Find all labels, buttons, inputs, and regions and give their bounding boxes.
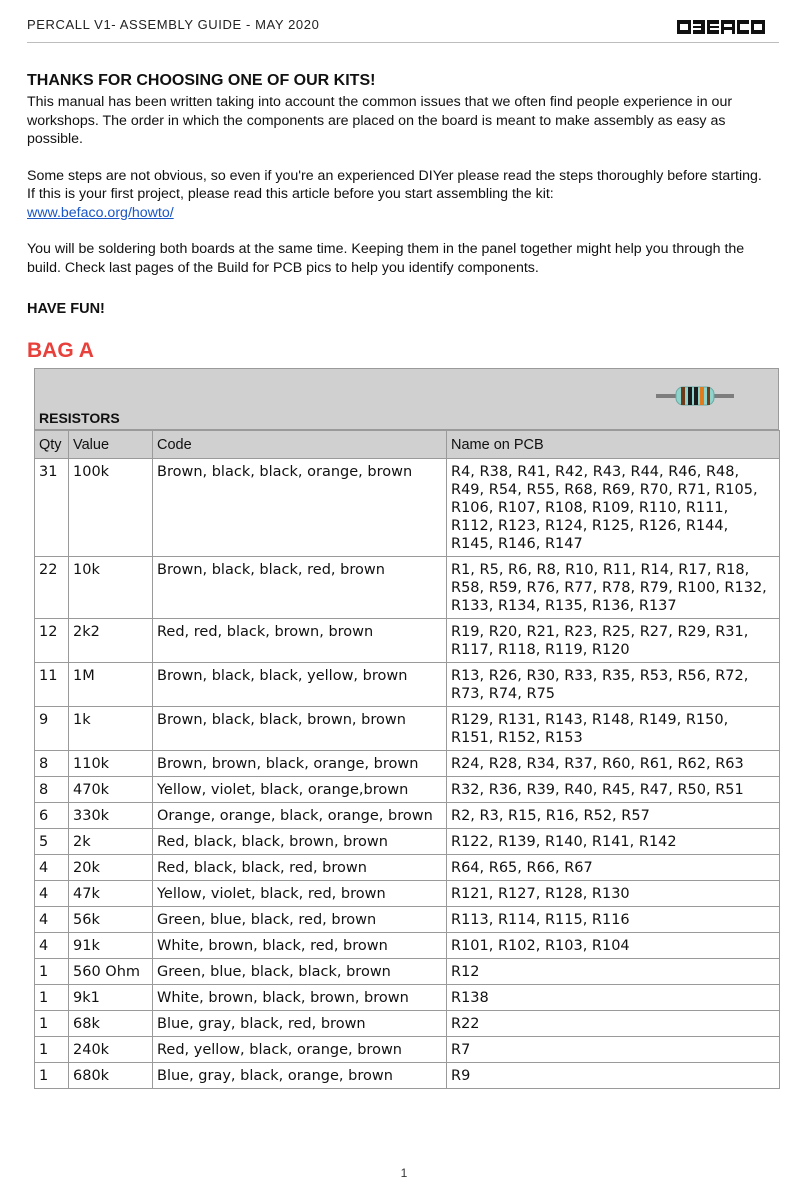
value-cell: 68k (69, 1011, 153, 1037)
table-row (35, 803, 780, 829)
column-header-qty: Qty (35, 431, 69, 459)
code-cell: White, brown, black, brown, brown (153, 985, 447, 1011)
resistors-table-section (34, 368, 779, 1089)
code-cell: Red, red, black, brown, brown (153, 619, 447, 663)
table-row (35, 881, 780, 907)
resistors-section-header (34, 368, 779, 430)
pcb-name-cell: R64, R65, R66, R67 (447, 855, 780, 881)
value-cell: 1M (69, 663, 153, 707)
column-header-name-on-pcb: Name on PCB (447, 431, 780, 459)
table-row (35, 907, 780, 933)
code-cell: Yellow, violet, black, orange,brown (153, 777, 447, 803)
qty-cell: 31 (35, 459, 69, 557)
qty-cell: 22 (35, 557, 69, 619)
qty-cell: 4 (35, 881, 69, 907)
code-cell: Green, blue, black, black, brown (153, 959, 447, 985)
pcb-name-cell: R24, R28, R34, R37, R60, R61, R62, R63 (447, 751, 780, 777)
header-title: PERCALL V1- ASSEMBLY GUIDE - MAY 2020 (27, 17, 320, 32)
table-row (35, 855, 780, 881)
bag-title: BAG A (27, 339, 94, 362)
intro-section (27, 70, 779, 363)
qty-cell: 6 (35, 803, 69, 829)
value-cell: 2k2 (69, 619, 153, 663)
code-cell: White, brown, black, red, brown (153, 933, 447, 959)
resistors-table (34, 430, 780, 1089)
table-row (35, 1011, 780, 1037)
resistors-title: RESISTORS (39, 410, 120, 426)
code-cell: Yellow, violet, black, red, brown (153, 881, 447, 907)
code-cell: Brown, black, black, red, brown (153, 557, 447, 619)
intro-paragraph-3: You will be soldering both boards at the same time. Keeping them in the panel together might help you through the build. Check last pages of the Build for PCB pics to help you identify components. (27, 241, 745, 276)
value-cell: 1k (69, 707, 153, 751)
table-row (35, 619, 780, 663)
value-cell: 470k (69, 777, 153, 803)
befaco-logo (677, 18, 775, 36)
value-cell: 330k (69, 803, 153, 829)
value-cell: 20k (69, 855, 153, 881)
table-row (35, 751, 780, 777)
pcb-name-cell: R113, R114, R115, R116 (447, 907, 780, 933)
qty-cell: 11 (35, 663, 69, 707)
table-header-row (35, 431, 780, 459)
have-fun-text: HAVE FUN! (27, 301, 105, 317)
code-cell: Brown, black, black, brown, brown (153, 707, 447, 751)
pcb-name-cell: R122, R139, R140, R141, R142 (447, 829, 780, 855)
qty-cell: 1 (35, 985, 69, 1011)
value-cell: 680k (69, 1063, 153, 1089)
qty-cell: 5 (35, 829, 69, 855)
pcb-name-cell: R4, R38, R41, R42, R43, R44, R46, R48, R49, R54, R55, R68, R69, R70, R71, R105, R106, R107, R108, R109, R110, R111, R112, R123, R124, R125, R126, R144, R145, R146, R147 (447, 459, 780, 557)
value-cell: 91k (69, 933, 153, 959)
intro-heading: THANKS FOR CHOOSING ONE OF OUR KITS! (27, 72, 376, 89)
qty-cell: 8 (35, 751, 69, 777)
pcb-name-cell: R9 (447, 1063, 780, 1089)
pcb-name-cell: R13, R26, R30, R33, R35, R53, R56, R72, R73, R74, R75 (447, 663, 780, 707)
value-cell: 100k (69, 459, 153, 557)
qty-cell: 1 (35, 1063, 69, 1089)
value-cell: 47k (69, 881, 153, 907)
pcb-name-cell: R2, R3, R15, R16, R52, R57 (447, 803, 780, 829)
intro-paragraph-2-line-2: If this is your first project, please read this article before you start assembling the kit: (27, 186, 554, 202)
table-row (35, 459, 780, 557)
value-cell: 560 Ohm (69, 959, 153, 985)
qty-cell: 4 (35, 933, 69, 959)
value-cell: 56k (69, 907, 153, 933)
pcb-name-cell: R1, R5, R6, R8, R10, R11, R14, R17, R18, R58, R59, R76, R77, R78, R79, R100, R132, R133, R134, R135, R136, R137 (447, 557, 780, 619)
pcb-name-cell: R129, R131, R143, R148, R149, R150, R151, R152, R153 (447, 707, 780, 751)
pcb-name-cell: R32, R36, R39, R40, R45, R47, R50, R51 (447, 777, 780, 803)
qty-cell: 12 (35, 619, 69, 663)
table-row (35, 829, 780, 855)
code-cell: Brown, black, black, orange, brown (153, 459, 447, 557)
page-number: 1 (400, 1166, 408, 1180)
code-cell: Red, black, black, brown, brown (153, 829, 447, 855)
table-row (35, 1063, 780, 1089)
table-row (35, 707, 780, 751)
table-row (35, 933, 780, 959)
table-row (35, 959, 780, 985)
code-cell: Brown, black, black, yellow, brown (153, 663, 447, 707)
code-cell: Red, black, black, red, brown (153, 855, 447, 881)
column-header-value: Value (69, 431, 153, 459)
code-cell: Green, blue, black, red, brown (153, 907, 447, 933)
value-cell: 9k1 (69, 985, 153, 1011)
code-cell: Red, yellow, black, orange, brown (153, 1037, 447, 1063)
qty-cell: 9 (35, 707, 69, 751)
table-row (35, 777, 780, 803)
pcb-name-cell: R101, R102, R103, R104 (447, 933, 780, 959)
qty-cell: 1 (35, 959, 69, 985)
qty-cell: 4 (35, 855, 69, 881)
intro-paragraph-1: This manual has been written taking into account the common issues that we often find people experience in our workshops. The order in which the components are placed on the board is meant to make assembly as easy as possible. (27, 94, 733, 147)
pcb-name-cell: R19, R20, R21, R23, R25, R27, R29, R31, R117, R118, R119, R120 (447, 619, 780, 663)
value-cell: 2k (69, 829, 153, 855)
value-cell: 110k (69, 751, 153, 777)
pcb-name-cell: R138 (447, 985, 780, 1011)
qty-cell: 4 (35, 907, 69, 933)
table-row (35, 663, 780, 707)
code-cell: Blue, gray, black, red, brown (153, 1011, 447, 1037)
column-header-code: Code (153, 431, 447, 459)
pcb-name-cell: R121, R127, R128, R130 (447, 881, 780, 907)
code-cell: Blue, gray, black, orange, brown (153, 1063, 447, 1089)
code-cell: Brown, brown, black, orange, brown (153, 751, 447, 777)
resistor-icon (656, 383, 734, 409)
qty-cell: 1 (35, 1037, 69, 1063)
intro-paragraph-2-line-1: Some steps are not obvious, so even if you're an experienced DIYer please read the steps thoroughly before starting. (27, 167, 762, 184)
table-row (35, 985, 780, 1011)
table-row (35, 557, 780, 619)
value-cell: 240k (69, 1037, 153, 1063)
qty-cell: 1 (35, 1011, 69, 1037)
qty-cell: 8 (35, 777, 69, 803)
page-header (27, 14, 779, 43)
pcb-name-cell: R22 (447, 1011, 780, 1037)
pcb-name-cell: R7 (447, 1037, 780, 1063)
code-cell: Orange, orange, black, orange, brown (153, 803, 447, 829)
howto-link[interactable]: www.befaco.org/howto/ (27, 204, 174, 221)
table-row (35, 1037, 780, 1063)
value-cell: 10k (69, 557, 153, 619)
pcb-name-cell: R12 (447, 959, 780, 985)
